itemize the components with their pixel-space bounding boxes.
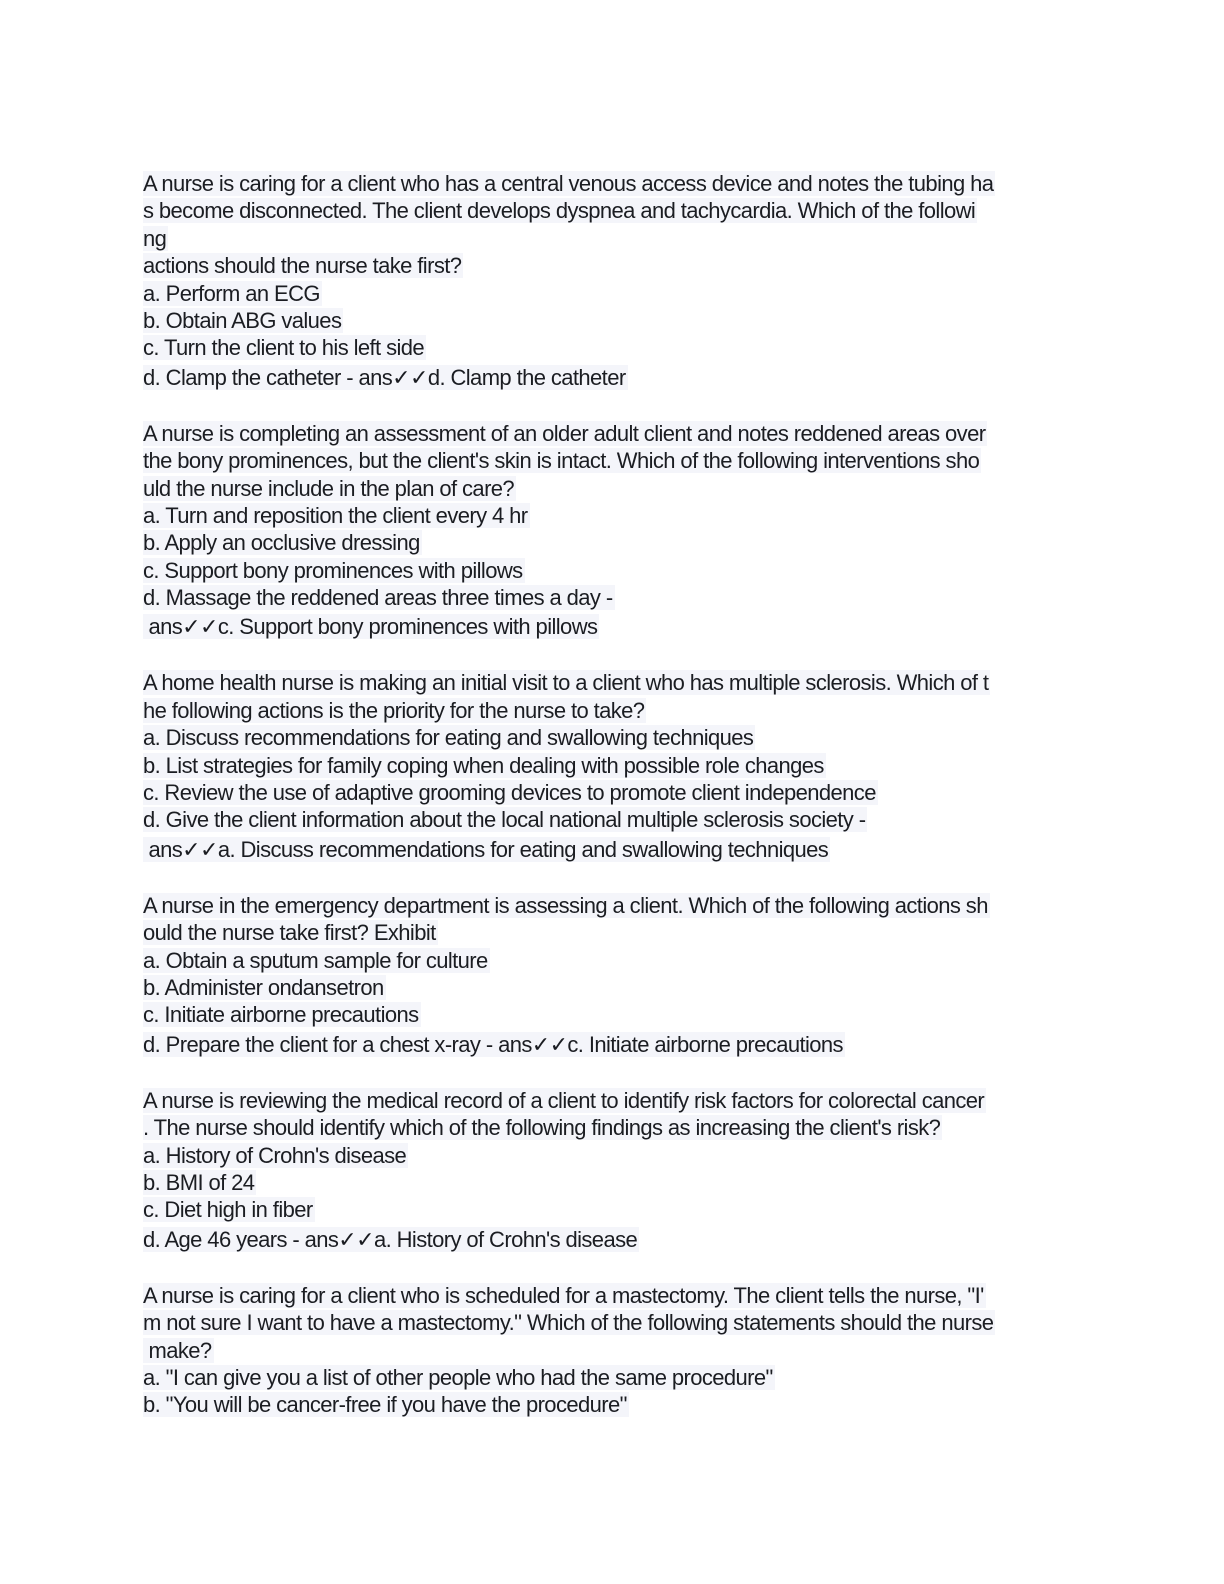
answer-line: ans✓✓a. Discuss recommendations for eating and swallowing techniques <box>143 836 829 862</box>
question-block-6 <box>143 1282 1083 1419</box>
question-text-line: uld the nurse include in the plan of care? <box>143 475 515 501</box>
option-b: b. Apply an occlusive dressing <box>143 530 420 556</box>
option-c: c. Initiate airborne precautions <box>143 1002 419 1028</box>
option-b: b. BMI of 24 <box>143 1169 255 1195</box>
option-a: a. Perform an ECG <box>143 280 320 306</box>
question-text-line: A nurse is caring for a client who has a central venous access device and notes the tubing ha <box>143 171 994 196</box>
question-text-line: he following actions is the priority for the nurse to take? <box>143 697 645 723</box>
question-text-line: . The nurse should identify which of the following findings as increasing the client's risk? <box>143 1115 941 1141</box>
question-block-1 <box>143 170 1083 393</box>
question-text-line: A nurse is caring for a client who is scheduled for a mastectomy. The client tells the nurse, "I' <box>143 1282 984 1308</box>
question-text-line: A home health nurse is making an initial visit to a client who has multiple sclerosis. Which of t <box>143 670 989 696</box>
option-b: b. Obtain ABG values <box>143 307 342 333</box>
answer-line: ans✓✓c. Support bony prominences with pillows <box>143 614 598 640</box>
question-text-line: A nurse is completing an assessment of an older adult client and notes reddened areas over <box>143 420 986 446</box>
question-block-4 <box>143 892 1083 1060</box>
option-a: a. "I can give you a list of other people who had the same procedure" <box>143 1364 773 1390</box>
option-d: d. Massage the reddened areas three times a day - <box>143 585 613 611</box>
question-text-line: ng <box>143 225 167 251</box>
option-c: c. Review the use of adaptive grooming devices to promote client independence <box>143 780 876 806</box>
option-c: c. Support bony prominences with pillows <box>143 557 523 583</box>
question-block-3 <box>143 669 1083 864</box>
option-b: b. "You will be cancer-free if you have the procedure" <box>143 1392 627 1418</box>
question-text-line: make? <box>143 1337 212 1363</box>
option-a: a. History of Crohn's disease <box>143 1142 407 1168</box>
option-d-with-answer: d. Age 46 years - ans✓✓a. History of Crohn's disease <box>143 1226 638 1252</box>
option-a: a. Obtain a sputum sample for culture <box>143 947 488 973</box>
option-c: c. Turn the client to his left side <box>143 335 425 361</box>
question-block-2 <box>143 420 1083 643</box>
option-b: b. Administer ondansetron <box>143 974 384 1000</box>
option-c: c. Diet high in fiber <box>143 1197 313 1223</box>
option-a: a. Discuss recommendations for eating and swallowing techniques <box>143 725 754 751</box>
option-d-with-answer: d. Clamp the catheter - ans✓✓d. Clamp the catheter <box>143 364 626 390</box>
question-text-line: the bony prominences, but the client's skin is intact. Which of the following interventions sho <box>143 448 980 474</box>
question-text-line: A nurse is reviewing the medical record of a client to identify risk factors for colorectal cancer <box>143 1087 985 1113</box>
question-text-line: ould the nurse take first? Exhibit <box>143 920 436 946</box>
option-d: d. Give the client information about the local national multiple sclerosis society - <box>143 807 866 833</box>
option-d-with-answer: d. Prepare the client for a chest x-ray - ans✓✓c. Initiate airborne precautions <box>143 1031 843 1057</box>
question-text-line: s become disconnected. The client develops dyspnea and tachycardia. Which of the followi <box>143 198 976 224</box>
question-text-line: A nurse in the emergency department is assessing a client. Which of the following actions sh <box>143 892 988 918</box>
question-block-5 <box>143 1087 1083 1255</box>
option-b: b. List strategies for family coping when dealing with possible role changes <box>143 752 824 778</box>
question-text-line: actions should the nurse take first? <box>143 253 462 279</box>
question-text-line: m not sure I want to have a mastectomy." Which of the following statements should the nurse <box>143 1310 994 1336</box>
document-page <box>143 170 1083 1446</box>
option-a: a. Turn and reposition the client every 4 hr <box>143 502 528 528</box>
